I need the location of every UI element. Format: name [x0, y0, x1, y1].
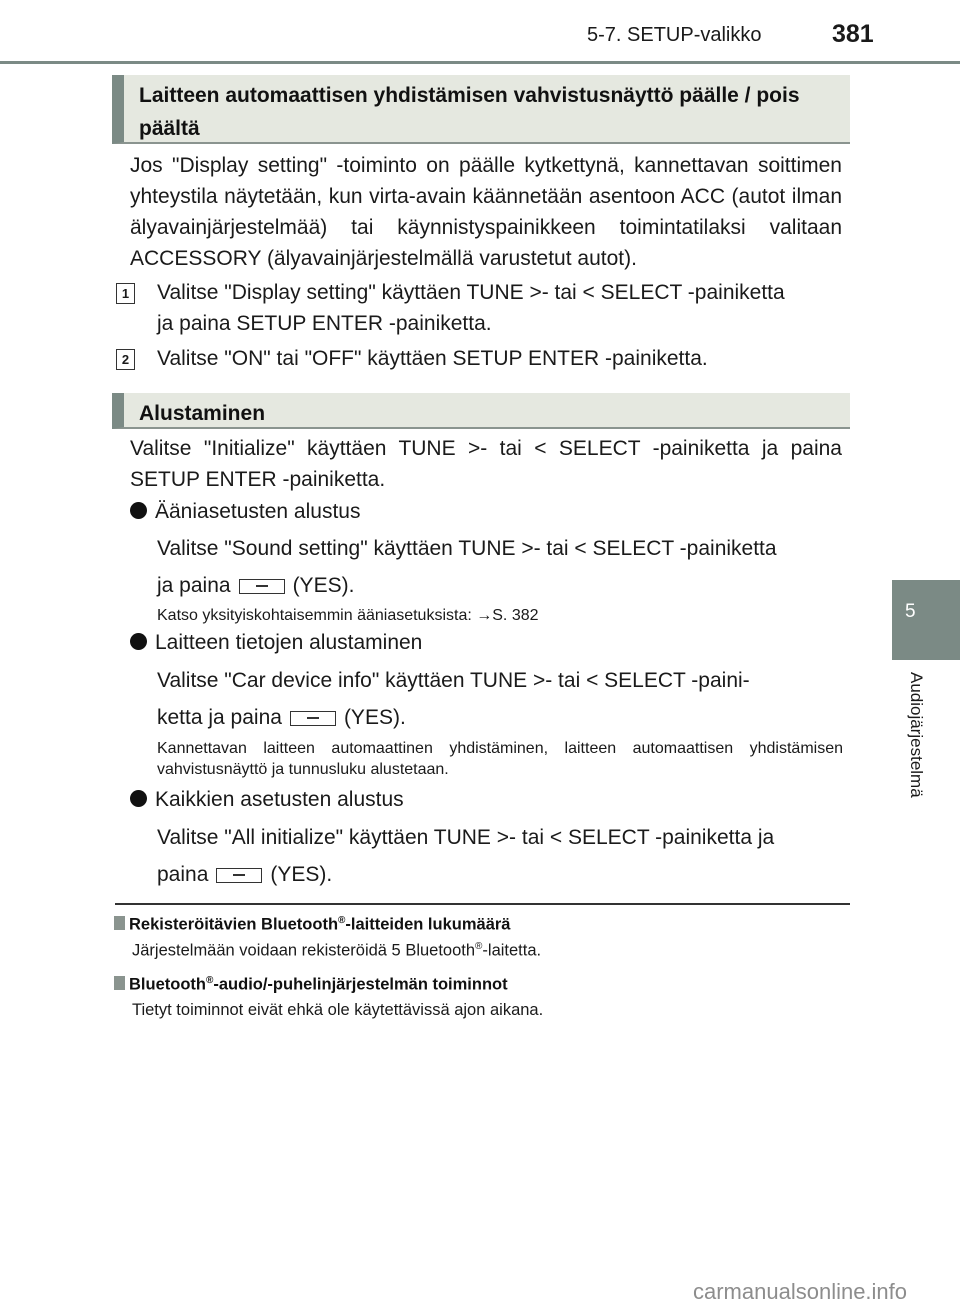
section1-intro: Jos "Display setting" -toiminto on päälle kytkettynä, kannettavan soittimen yhteystila näytetään, kun virta-avain käännetään asentoon ACC (autot ilman älyavainjärjestelmää) tai käynnistyspainikkeen toimintatilaksi valitaan ACCESSORY (älyavainjärjestelmällä varustetut autot). — [130, 154, 842, 270]
item-sound-reset-heading: Ääniasetusten alustus — [130, 496, 360, 527]
chapter-title: Audiojärjestelmä — [907, 672, 926, 798]
note-square-icon — [114, 976, 125, 990]
section2-intro: Valitse "Initialize" käyttäen TUNE >- tai < SELECT -painiketta ja paina SETUP ENTER -painiketta. — [130, 437, 842, 491]
step-number: 2 — [116, 349, 135, 370]
chapter-tab — [892, 580, 960, 660]
item-device-info-reset-instruction: Valitse "Car device info" käyttäen TUNE >- tai < SELECT -paini- ketta ja paina (YES). — [157, 669, 750, 729]
item-device-info-reset-heading: Laitteen tietojen alustaminen — [130, 627, 422, 658]
page-reference-link[interactable]: S. 382 — [492, 607, 539, 624]
section-breadcrumb: 5-7. SETUP-valikko — [587, 24, 762, 46]
header-divider — [0, 61, 960, 64]
chapter-number: 5 — [905, 601, 916, 622]
step-1-line2: ja paina SETUP ENTER -painiketta. — [157, 312, 492, 335]
item-all-reset-instruction: Valitse "All initialize" käyttäen TUNE >- tai < SELECT -painiketta ja paina (YES). — [157, 826, 775, 886]
yes-key-icon — [239, 579, 285, 594]
step-2-box — [116, 349, 135, 370]
bullet-icon — [130, 502, 147, 519]
watermark: carmanualsonline.info — [693, 1279, 908, 1304]
note-square-icon — [114, 916, 125, 930]
item-device-info-reset-note: Kannettavan laitteen automaattinen yhdistäminen, laitteen automaattisen yhdistämisen vahvistusnäyttö ja tunnusluku alustetaan. — [157, 740, 843, 778]
item-sound-reset-note: Katso yksityiskohtaisemmin ääniasetuksista: →S. 382 — [157, 607, 539, 624]
item-all-reset-heading: Kaikkien asetusten alustus — [130, 784, 404, 815]
page-ref-arrow-icon: → — [476, 607, 493, 624]
yes-key-icon — [216, 868, 262, 883]
bullet-icon — [130, 790, 147, 807]
note-bluetooth-functions: Bluetooth®-audio/-puhelinjärjestelmän toiminnot Tietyt toiminnot eivät ehkä ole käytettävissä ajon aikana. — [114, 975, 543, 1020]
notes-divider — [115, 903, 850, 905]
item-sound-reset-instruction: Valitse "Sound setting" käyttäen TUNE >- tai < SELECT -painiketta ja paina (YES). — [157, 537, 777, 597]
step-1 — [157, 277, 847, 339]
page-number: 381 — [832, 20, 874, 48]
step-2: Valitse "ON" tai "OFF" käyttäen SETUP ENTER -painiketta. — [157, 347, 708, 370]
section-heading-initialize: Alustaminen — [112, 393, 850, 429]
step-number: 1 — [116, 283, 135, 304]
step-1-line1: Valitse "Display setting" käyttäen TUNE >- tai < SELECT -painiketta — [157, 281, 785, 304]
section-heading-auto-connect-display: Laitteen automaattisen yhdistämisen vahvistusnäyttö päälle / pois päältä — [112, 75, 850, 144]
bullet-icon — [130, 633, 147, 650]
yes-key-icon — [290, 711, 336, 726]
note-bluetooth-device-count: Rekisteröitävien Bluetooth®-laitteiden lukumäärä Järjestelmään voidaan rekisteröidä 5 Bluetooth®-laitetta. — [114, 915, 541, 960]
step-1-box — [116, 283, 135, 304]
